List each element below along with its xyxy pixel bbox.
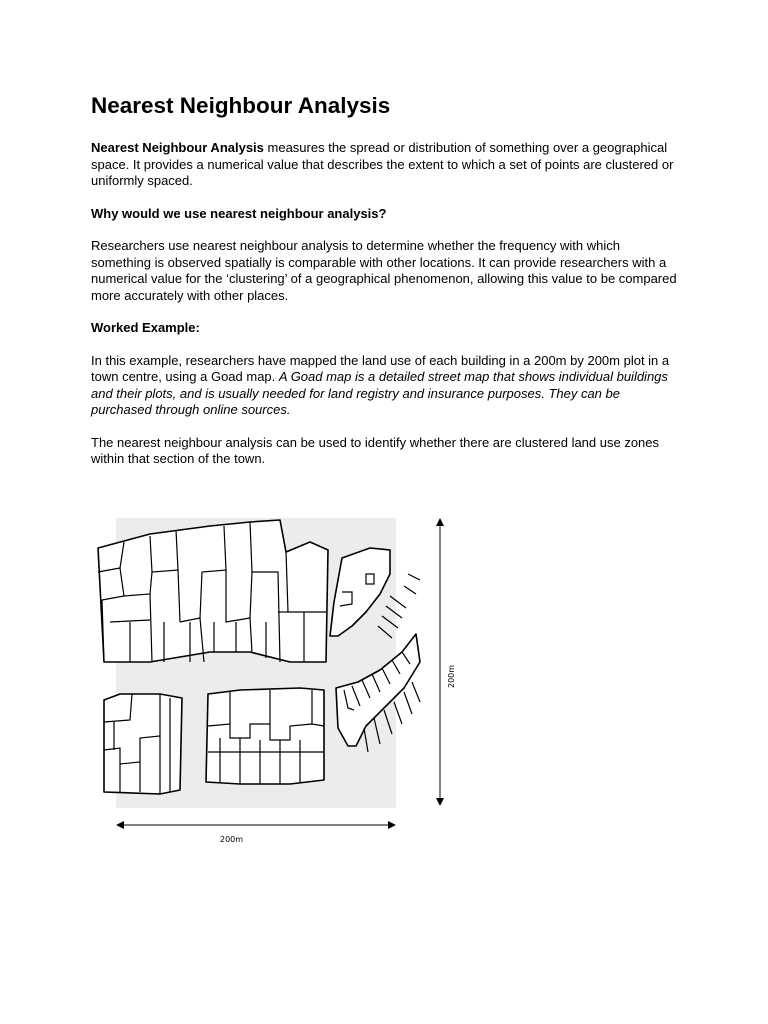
vertical-scale-label: 200m bbox=[447, 664, 456, 688]
bottom-middle-block bbox=[206, 688, 324, 784]
goad-map bbox=[90, 512, 456, 852]
conclusion-paragraph: The nearest neighbour analysis can be used to identify whether there are clustered land use zones within that section of the town. bbox=[91, 434, 660, 466]
worked-example-heading: Worked Example: bbox=[91, 320, 200, 335]
horizontal-scale-label: 200m bbox=[220, 835, 244, 844]
vertical-scale-arrow bbox=[436, 518, 444, 806]
intro-text: measures the spread or distribution of something over a geographical space. It provides a numerical value that describes the extent to which a set of points are clustered or uniformly spaced. bbox=[91, 140, 674, 188]
goad-map-figure bbox=[90, 512, 456, 852]
example-italic-text: A Goad map is a detailed street map that shows individual buildings and their plots, and is usually needed for land registry and insurance purposes. They can be purchased through online sources. bbox=[91, 369, 668, 417]
why-paragraph: Researchers use nearest neighbour analysis to determine whether the frequency with which something is observed spatially is comparable with other locations. It can provide researchers with a numerical value for the ‘clustering’ of a geographical phenomenon, allowing this value to be compared more accurately with other places. bbox=[91, 238, 677, 303]
intro-paragraph bbox=[91, 140, 681, 190]
document-page bbox=[91, 92, 681, 484]
horizontal-scale-arrow bbox=[116, 821, 396, 829]
page-title: Nearest Neighbour Analysis bbox=[91, 93, 391, 118]
why-heading: Why would we use nearest neighbour analysis? bbox=[91, 205, 387, 221]
example-text: In this example, researchers have mapped the land use of each building in a 200m by 200m plot in a town centre, using a Goad map. bbox=[91, 352, 670, 384]
example-paragraph bbox=[91, 353, 681, 419]
intro-bold-lead: Nearest Neighbour Analysis bbox=[91, 140, 264, 155]
